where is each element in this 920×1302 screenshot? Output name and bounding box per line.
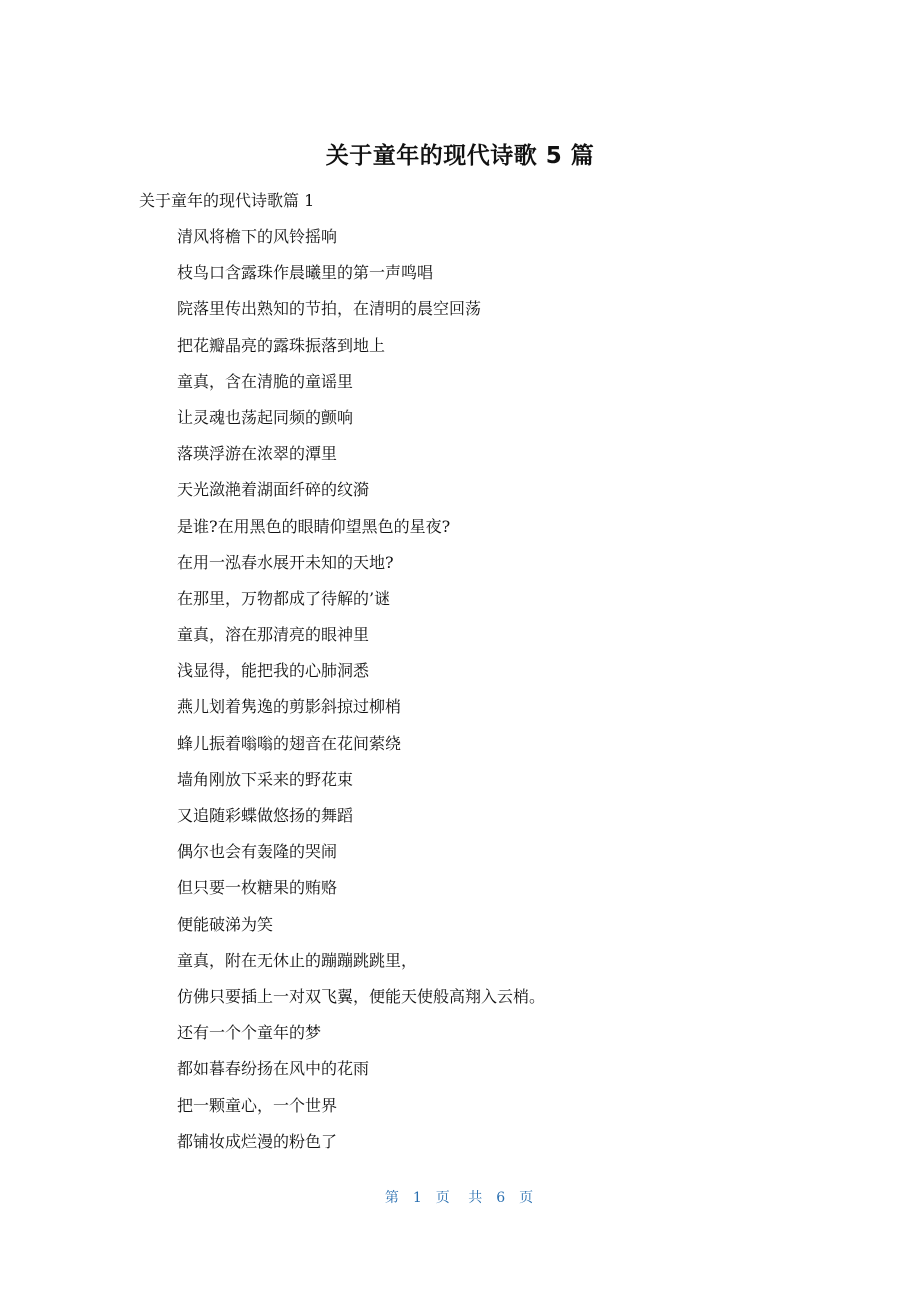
poem-line: 都如暮春纷扬在风中的花雨 [177, 1059, 370, 1079]
poem-line: 让灵魂也荡起同频的颤响 [177, 407, 354, 427]
page-prefix: 第 [384, 1190, 401, 1206]
poem-body [177, 223, 545, 1164]
document-title: 关于童年的现代诗歌 5 篇 [325, 143, 595, 169]
page-suffix: 页 [519, 1190, 536, 1206]
section-heading: 关于童年的现代诗歌篇 1 [139, 191, 315, 210]
poem-line: 还有一个个童年的梦 [177, 1023, 322, 1043]
poem-line: 枝鸟口含露珠作晨曦里的第一声鸣唱 [177, 263, 434, 283]
poem-line: 是谁?在用黑色的眼睛仰望黑色的星夜? [177, 516, 451, 536]
poem-line: 偶尔也会有轰隆的哭闹 [177, 842, 338, 862]
poem-line: 在那里，万物都成了待解的’谜 [177, 588, 391, 608]
poem-line: 浅显得，能把我的心肺洞悉 [177, 661, 370, 681]
poem-line: 童真，含在清脆的童谣里 [177, 371, 354, 391]
poem-line: 在用一泓春水展开未知的天地? [177, 552, 394, 572]
page-total-number: 6 [496, 1190, 508, 1206]
poem-line: 都铺妆成烂漫的粉色了 [177, 1131, 338, 1151]
page-current-number: 1 [412, 1190, 424, 1206]
poem-line: 落瑛浮游在浓翠的潭里 [177, 444, 338, 464]
poem-line: 童真，附在无休止的蹦蹦跳跳里， [177, 950, 418, 970]
poem-line: 童真，溶在那清亮的眼神里 [177, 625, 370, 645]
poem-line: 清风将檐下的风铃摇响 [177, 227, 338, 246]
poem-line: 把花瓣晶亮的露珠振落到地上 [177, 335, 386, 355]
poem-line: 但只要一枚糖果的贿赂 [177, 878, 338, 898]
poem-line: 墙角刚放下采来的野花束 [177, 769, 354, 789]
poem-line: 仿佛只要插上一对双飞翼，便能天使般高翔入云梢。 [177, 986, 546, 1006]
poem-line: 便能破涕为笑 [177, 914, 274, 934]
page-middle: 页 共 [435, 1190, 485, 1206]
poem-line: 院落里传出熟知的节拍，在清明的晨空回荡 [177, 299, 482, 319]
page-footer [0, 1186, 920, 1210]
poem-line: 天光潋滟着湖面纤碎的纹漪 [177, 480, 370, 500]
poem-line: 蜂儿振着嗡嗡的翅音在花间萦绕 [177, 733, 402, 753]
poem-line: 又追随彩蝶做悠扬的舞蹈 [177, 806, 354, 825]
poem-line: 燕儿划着隽逸的剪影斜掠过柳梢 [177, 697, 402, 717]
poem-line: 把一颗童心，一个世界 [177, 1095, 338, 1115]
